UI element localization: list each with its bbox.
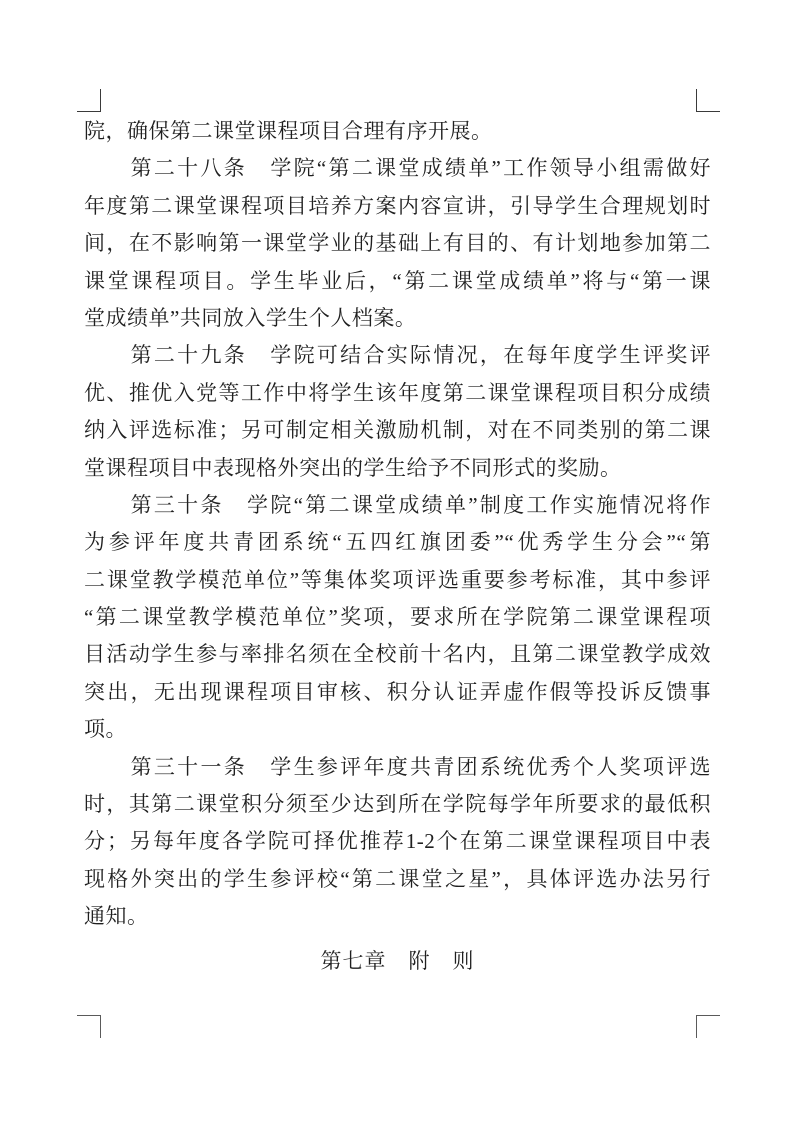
text-line: 第二十八条 学院“第二课堂成绩单”工作领导小组需做好 — [84, 156, 711, 181]
text-line: 年度第二课堂课程项目培养方案内容宣讲，引导学生合理规划时 — [84, 193, 711, 218]
text-line: 堂成绩单”共同放入学生个人档案。 — [84, 305, 417, 330]
text-line: 现格外突出的学生参评校“第二课堂之星”，具体评选办法另行 — [84, 866, 711, 891]
crop-mark-bottom-left — [77, 1015, 101, 1038]
text-line: 院，确保第二课堂课程项目合理有序开展。 — [84, 119, 493, 143]
text-line: 课堂课程项目。学生毕业后，“第二课堂成绩单”将与“第一课 — [84, 268, 711, 293]
text-line: 目活动学生参与率排名须在全校前十名内，且第二课堂教学成效 — [84, 642, 711, 667]
document-body — [84, 113, 711, 980]
text-line: 第三十一条 学生参评年度共青团系统优秀个人奖项评选 — [84, 754, 711, 779]
text-line: 间，在不影响第一课堂学业的基础上有目的、有计划地参加第二 — [84, 231, 711, 256]
text-line: 纳入评选标准；另可制定相关激励机制，对在不同类别的第二课 — [84, 418, 711, 443]
text-line: 优、推优入党等工作中将学生该年度第二课堂课程项目积分成绩 — [84, 380, 711, 405]
text-line: 时，其第二课堂积分须至少达到所在学院每学年所要求的最低积 — [84, 792, 711, 817]
crop-mark-top-left — [77, 89, 101, 112]
text-line: 突出，无出现课程项目审核、积分认证弄虚作假等投诉反馈事 — [84, 679, 711, 704]
text-line: “第二课堂教学模范单位”奖项，要求所在学院第二课堂课程项 — [84, 605, 711, 630]
text-line: 第二十九条 学院可结合实际情况，在每年度学生评奖评 — [84, 343, 711, 368]
text-line: 二课堂教学模范单位”等集体奖项评选重要参考标准，其中参评 — [84, 567, 711, 592]
text-line: 为参评年度共青团系统“五四红旗团委”“优秀学生分会”“第 — [84, 530, 711, 555]
text-line: 第三十条 学院“第二课堂成绩单”制度工作实施情况将作 — [84, 492, 711, 517]
section-heading: 第七章 附 则 — [320, 948, 475, 973]
text-line: 分；另每年度各学院可择优推荐1-2个在第二课堂课程项目中表 — [84, 829, 711, 854]
crop-mark-bottom-right — [696, 1015, 720, 1038]
text-line: 通知。 — [84, 904, 149, 929]
document-lines — [84, 113, 711, 936]
text-line: 项。 — [84, 717, 127, 742]
text-line: 堂课程项目中表现格外突出的学生给予不同形式的奖励。 — [84, 455, 622, 480]
crop-mark-top-right — [696, 89, 720, 112]
